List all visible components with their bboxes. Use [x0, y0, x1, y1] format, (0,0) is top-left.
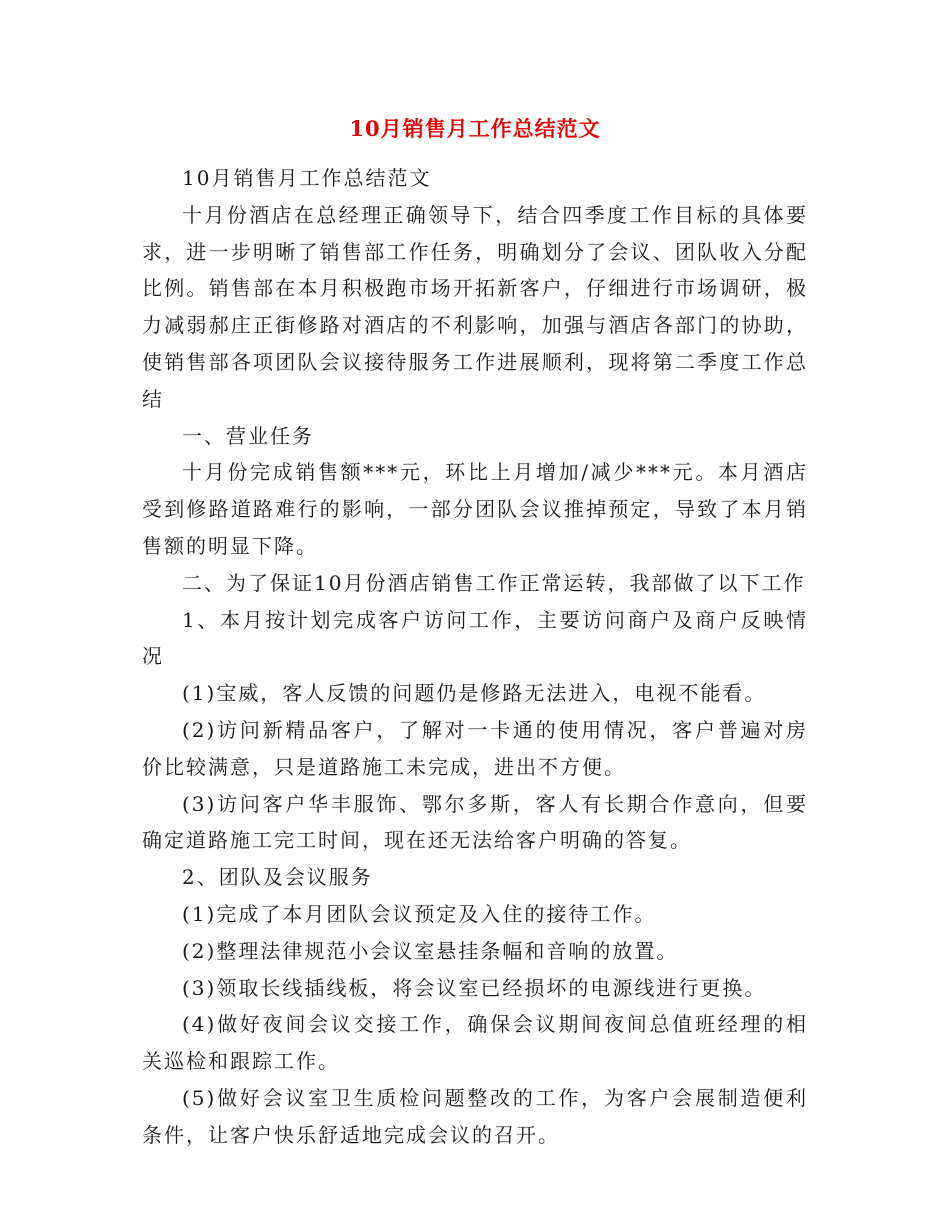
list-item: (5)做好会议室卫生质检问题整改的工作，为客户会展制造便利条件，让客户快乐舒适地完成会议的召开。 — [142, 1085, 808, 1147]
paragraph: 十月份酒店在总经理正确领导下，结合四季度工作目标的具体要求，进一步明晰了销售部工作任务，明确划分了会议、团队收入分配比例。销售部在本月积极跑市场开拓新客户，仔细进行市场调研，极力减弱郝庄正街修路对酒店的不利影响，加强与酒店各部门的协助，使销售部各项团队会议接待服务工作进展顺利，现将第二季度工作总结 — [142, 202, 808, 411]
section-heading: 二、为了保证10月份酒店销售工作正常运转，我部做了以下工作 — [182, 570, 806, 595]
paragraph: 10月销售月工作总结范文 — [182, 166, 432, 190]
subsection-heading: 1、本月按计划完成客户访问工作，主要访问商户及商户反映情况 — [142, 607, 808, 669]
document-title: 10月销售月工作总结范文 — [349, 116, 601, 141]
list-item: (4)做好夜间会议交接工作，确保会议期间夜间总值班经理的相关巡检和跟踪工作。 — [142, 1012, 808, 1074]
paragraph: 十月份完成销售额***元，环比上月增加/减少***元。本月酒店受到修路道路难行的影响，一部分团队会议推掉预定，导致了本月销售额的明显下降。 — [142, 460, 808, 558]
list-item: (2)整理法律规范小会议室悬挂条幅和音响的放置。 — [182, 938, 679, 963]
list-item: (3)访问客户华丰服饰、鄂尔多斯，客人有长期合作意向，但要确定道路施工完工时间，现在还无法给客户明确的答复。 — [142, 791, 808, 853]
subsection-heading: 2、团队及会议服务 — [182, 865, 373, 890]
list-item: (1)宝威，客人反馈的问题仍是修路无法进入，电视不能看。 — [182, 681, 767, 706]
section-heading: 一、营业任务 — [182, 423, 314, 448]
list-item: (3)领取长线插线板，将会议室已经损坏的电源线进行更换。 — [182, 975, 767, 1000]
document-body — [142, 160, 808, 1154]
list-item: (1)完成了本月团队会议预定及入住的接待工作。 — [182, 901, 657, 926]
list-item: (2)访问新精品客户，了解对一卡通的使用情况，客户普遍对房价比较满意，只是道路施工未完成，进出不方便。 — [142, 717, 808, 779]
